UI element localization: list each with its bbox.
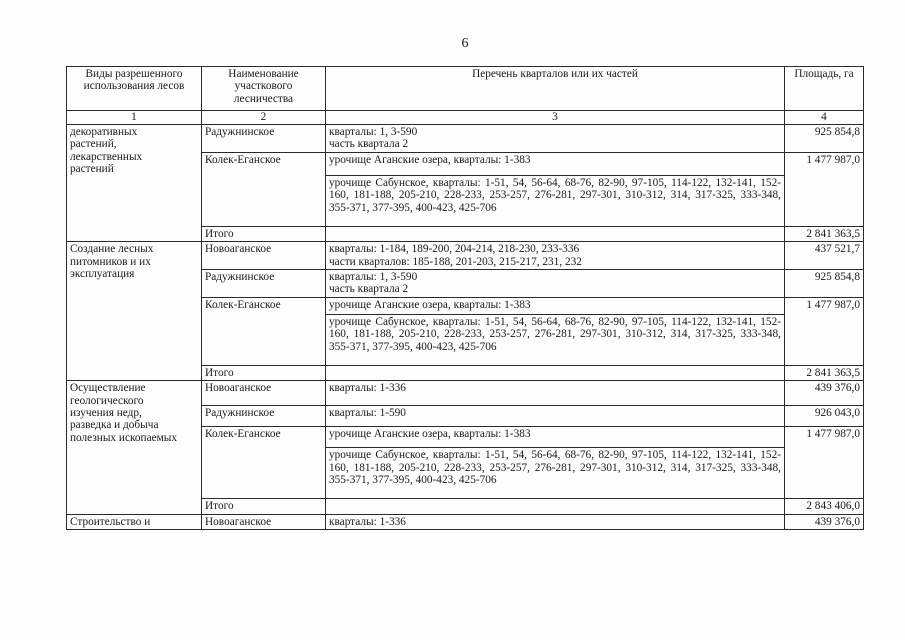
column-number: 1 [67,111,202,125]
total-label: Итого [202,499,326,514]
quarters-cell: урочище Аганские озера, кварталы: 1-383 [326,152,785,175]
use-type-line: изучения недр, [70,407,142,420]
quarters-line: части кварталов: 185-188, 201-203, 215-217, 231, 232 [329,255,582,268]
column-number: 3 [326,111,785,125]
total-label: Итого [202,365,326,380]
quarters-line: кварталы: 1-184, 189-200, 204-214, 218-230, 233-336 [329,243,580,256]
total-value: 2 841 363,5 [785,226,864,241]
quarters-line: кварталы: 1, 3-590 [329,271,418,284]
area-cell: 437 521,7 [785,242,864,270]
area-cell: 439 376,0 [785,514,864,529]
quarters-cell [326,125,785,153]
district-cell: Колек-Еганское [202,152,326,226]
area-cell: 926 043,0 [785,406,864,427]
district-cell: Новоаганское [202,381,326,406]
use-type-line: геологического [70,394,144,407]
quarters-line: часть квартала 2 [329,138,409,151]
table-row [67,242,864,270]
district-cell: Новоаганское [202,514,326,529]
use-type-line: питомников и их [70,255,151,268]
header-row [67,67,864,111]
quarters-cell: урочище Сабунское, кварталы: 1-51, 54, 56-64, 68-76, 82-90, 97-105, 114-122, 132-141, 152-160, 181-188, 205-210, 228-233, 253-257, 276-281, 297-301, 310-312, 314, 317-325, 333-348, 355-371, 377-395, 400-423, 425-706 [326,175,785,226]
quarters-line: часть квартала 2 [329,283,409,296]
district-cell: Новоаганское [202,242,326,270]
table-row [67,381,864,406]
column-number: 4 [785,111,864,125]
header-area: Площадь, га [785,67,864,111]
forest-use-table [66,66,864,530]
use-type-cell: Строительство и [67,514,202,529]
area-cell: 1 477 987,0 [785,297,864,365]
use-type-cell [67,242,202,381]
district-cell: Радужнинское [202,270,326,298]
use-type-line: растений, [70,138,117,151]
empty-cell [326,226,785,241]
column-number-row [67,111,864,125]
area-cell: 1 477 987,0 [785,152,864,226]
area-cell: 925 854,8 [785,125,864,153]
use-type-line: разведка и добыча [70,419,159,432]
use-type-line: растений [70,163,114,176]
district-cell: Колек-Еганское [202,297,326,365]
quarters-cell [326,270,785,298]
district-cell: Колек-Еганское [202,427,326,499]
quarters-cell: урочище Аганские озера, кварталы: 1-383 [326,297,785,314]
use-type-line: Создание лесных [70,243,154,256]
header-district: Наименование участкового лесничества [202,67,326,111]
use-type-cell [67,381,202,514]
use-type-line: полезных ископаемых [70,431,177,444]
quarters-line: кварталы: 1, 3-590 [329,126,418,138]
total-value: 2 841 363,5 [785,365,864,380]
quarters-cell: урочище Сабунское, кварталы: 1-51, 54, 56-64, 68-76, 82-90, 97-105, 114-122, 132-141, 152-160, 181-188, 205-210, 228-233, 253-257, 276-281, 297-301, 310-312, 314, 317-325, 333-348, 355-371, 377-395, 400-423, 425-706 [326,448,785,499]
page-number: 6 [461,36,469,51]
area-cell: 439 376,0 [785,381,864,406]
quarters-cell: кварталы: 1-336 [326,381,785,406]
quarters-cell: урочище Аганские озера, кварталы: 1-383 [326,427,785,448]
total-label: Итого [202,226,326,241]
district-cell: Радужнинское [202,406,326,427]
quarters-cell: кварталы: 1-590 [326,406,785,427]
total-value: 2 843 406,0 [785,499,864,514]
quarters-cell: урочище Сабунское, кварталы: 1-51, 54, 56-64, 68-76, 82-90, 97-105, 114-122, 132-141, 152-160, 181-188, 205-210, 228-233, 253-257, 276-281, 297-301, 310-312, 314, 317-325, 333-348, 355-371, 377-395, 400-423, 425-706 [326,314,785,365]
table-row [67,514,864,529]
column-number: 2 [202,111,326,125]
use-type-cell [67,125,202,242]
table-row [67,125,864,153]
quarters-cell: кварталы: 1-336 [326,514,785,529]
header-use-type: Виды разрешенного использования лесов [67,67,202,111]
use-type-line: Осуществление [70,382,146,395]
empty-cell [326,365,785,380]
area-cell: 925 854,8 [785,270,864,298]
use-type-line: лекарственных [70,150,143,163]
district-cell: Радужнинское [202,125,326,153]
quarters-cell [326,242,785,270]
area-cell: 1 477 987,0 [785,427,864,499]
header-quarters: Перечень кварталов или их частей [326,67,785,111]
use-type-line: эксплуатация [70,268,135,281]
use-type-line: декоративных [70,126,138,138]
empty-cell [326,499,785,514]
